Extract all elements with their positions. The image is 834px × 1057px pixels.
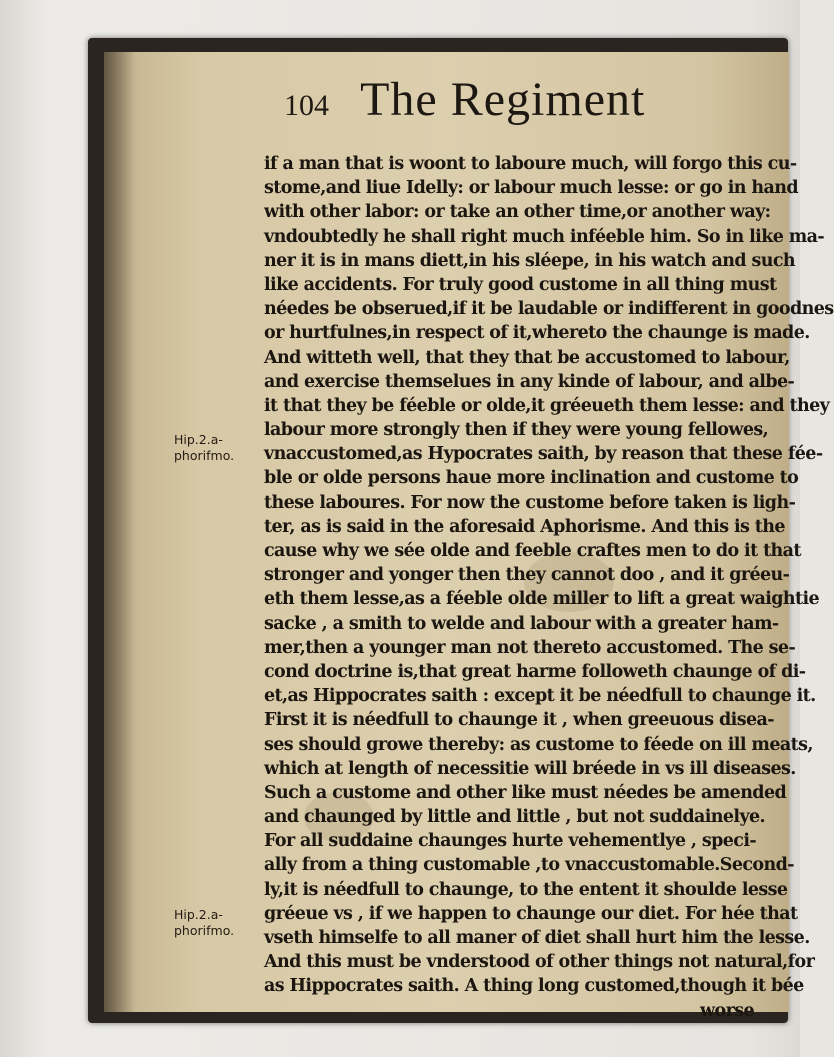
margin-note-aphorism-1 (174, 432, 254, 464)
text-line: or hurtfulnes,in respect of it,whereto the chaunge is made. (264, 323, 810, 344)
text-line: gréeue vs , if we happen to chaunge our diet. For hée that (264, 903, 798, 924)
text-line: cond doctrine is,that great harme followeth chaunge of di- (264, 661, 806, 682)
text-line: labour more strongly then if they were young fellowes, (264, 420, 769, 441)
text-line: if a man that is woont to laboure much, will forgo this cu- (264, 154, 797, 174)
text-line: néedes be obserued,if it be laudable or indifferent in goodnes (264, 299, 834, 320)
text-line: Such a custome and other like must néedes be amended (264, 782, 787, 803)
text-line: et,as Hippocrates saith : except it be néedfull to chaunge it. (264, 686, 816, 707)
text-line: these laboures. For now the custome before taken is ligh- (264, 492, 796, 513)
margin-note-line: Hip.2.a- (174, 907, 223, 922)
page-number: 104 (284, 89, 329, 122)
text-line: which at length of necessitie will bréede in vs ill diseases. (264, 758, 796, 779)
text-line: cause why we sée olde and feeble craftes men to do it that (264, 541, 801, 561)
text-line: vndoubtedly he shall right much inféeble him. So in like ma- (264, 226, 825, 247)
text-line: like accidents. For truly good custome in all thing must (264, 274, 777, 295)
margin-note-line: phorifmo. (174, 448, 235, 463)
page-header (284, 72, 645, 127)
text-line: ses should growe thereby: as custome to féede on ill meats, (264, 734, 813, 755)
page-gutter-shadow (104, 52, 134, 1012)
text-line: it that they be féeble or olde,it gréeueth them lesse: and they (264, 395, 830, 416)
text-line: ter, as is said in the aforesaid Aphorisme. And this is the (264, 516, 785, 537)
margin-note-line: phorifmo. (174, 923, 235, 938)
body-text (264, 152, 834, 1023)
text-line: with other labor: or take an other time,or another way: (264, 202, 771, 223)
text-line: And witteth well, that they that be accustomed to labour, (264, 347, 790, 368)
text-line: And this must be vnderstood of other things not natural,for (264, 952, 815, 973)
text-line: mer,then a younger man not thereto accustomed. The se- (264, 637, 796, 658)
text-line: eth them lesse,as a féeble olde miller to lift a great waightie (264, 589, 820, 610)
text-line: First it is néedfull to chaunge it , when greeuous disea- (264, 710, 774, 731)
margin-note-line: Hip.2.a- (174, 432, 223, 447)
text-line: For all suddaine chaunges hurte vehementlye , speci- (264, 831, 757, 852)
text-line: ly,it is néedfull to chaunge, to the entent it shoulde lesse (264, 879, 788, 900)
text-line: vseth himselfe to all maner of diet shall hurt him the lesse. (264, 928, 810, 948)
text-line: vnaccustomed,as Hypocrates saith, by reason that these fée- (264, 444, 823, 465)
book-page (104, 52, 834, 1021)
text-line: and chaunged by little and little , but not suddainelye. (264, 807, 766, 828)
text-line: and exercise themselues in any kinde of labour, and albe- (264, 371, 795, 392)
text-line: stome,and liue Idelly: or labour much lesse: or go in hand (264, 178, 799, 199)
text-line: stronger and yonger then they cannot doo , and it gréeu- (264, 565, 790, 586)
text-line: as Hippocrates saith. A thing long customed,though it bée (264, 976, 804, 997)
text-line: ner it is in mans diett,in his sléepe, in his watch and such (264, 250, 796, 271)
text-line: sacke , a smith to welde and labour with a greater ham- (264, 613, 779, 634)
catchword: worse (700, 1000, 754, 1021)
running-title: The Regiment (360, 73, 646, 126)
text-line: ble or olde persons haue more inclination and custome to (264, 468, 799, 489)
margin-note-aphorism-2 (174, 907, 254, 939)
text-line: ally from a thing customable ,to vnaccustomable.Second- (264, 855, 794, 876)
